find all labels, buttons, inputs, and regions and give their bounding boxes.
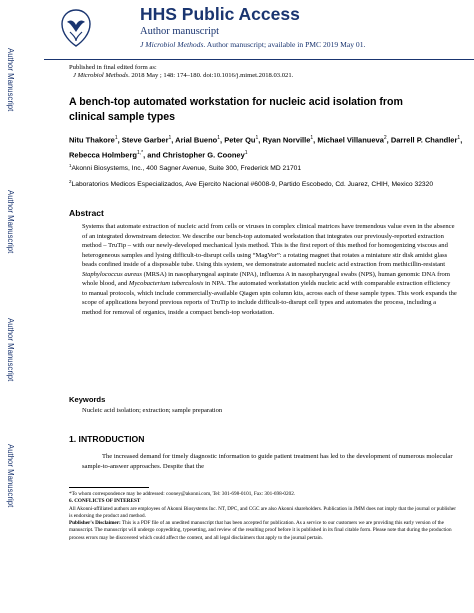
author-name: Darrell P. Chandler: [390, 135, 458, 145]
side-label-author-manuscript: Author Manuscript: [6, 318, 15, 382]
keywords-heading: Keywords: [69, 395, 106, 404]
paper-title: A bench-top automated workstation for nucleic acid isolation from clinical sample types: [69, 96, 403, 123]
author-separator: ,: [258, 135, 263, 145]
conflicts-heading: 6. CONFLICTS OF INTEREST: [69, 498, 141, 505]
author-name: Christopher G. Cooney: [162, 150, 245, 159]
published-citation: [73, 72, 293, 79]
corresponding-author-note: *To whom correspondence may be addressed: cooney@akonni.com, Tel: 301-698-0101, Fax: 301-698-0202.: [69, 491, 296, 497]
author-separator: ,: [313, 135, 318, 145]
affiliation-marker: 1: [69, 163, 72, 168]
author-separator: , and: [143, 150, 163, 159]
keywords-text: Nucleic acid isolation; extraction; sample preparation: [82, 407, 223, 414]
header-divider: [44, 59, 474, 60]
affiliation-text: Akonni Biosystems, Inc., 400 Sagner Avenue, Suite 300, Frederick MD 21701: [71, 165, 302, 173]
author-affiliation-marker: 1: [457, 135, 461, 141]
publisher-disclaimer: [69, 520, 459, 542]
author-list: [69, 132, 464, 161]
affiliation-marker: 2: [69, 179, 72, 184]
author-name: Nitu Thakore: [69, 135, 115, 145]
author-name: Michael Villanueva: [317, 135, 384, 145]
citation-journal: J Microbiol Methods: [140, 40, 204, 49]
abstract-body: Systems that automate extraction of nucleic acid from cells or viruses in complex clinical matrices have tremendous value even in the absence of an integrated downstream detector. We describe our bench-top automated workstation that integrates our previously-reported extraction method – TruTip – with our newly-developed mechanical lysis method. This is the first report of this method for homogenizing viscous and heterogeneous samples and lysing difficult-to-disrupt cells using “MagVor”: a rotating magnet that rotates a miniature stir disk amidst glass beads confined inside of a disposable tube. Using this system, we demonstrate automated nucleic acid extraction from methicillin-resistant Staphylococcus aureus (MRSA) in nasopharyngeal aspirate (NPA), influenza A in nasopharyngeal swabs (NPS), human genomic DNA from whole blood, and Mycobacterium tuberculosis in NPA. The automated workstation yields nucleic acid with comparable extraction efficiency to manual protocols, which include commercially-available Qiagen spin column kits, across each of these sample types. This work expands the scope of applications beyond previous reports of TruTip to include difficult-to-disrupt cell types and automates the process, including a method for removal of organics, inside a compact bench-top workstation.: [82, 223, 457, 316]
author-affiliation-marker: 1: [168, 135, 172, 141]
introduction-text: The increased demand for timely diagnostic information to guide patient treatment has led to the development of numerous molecular sample-to-answer approaches. Despite that the: [82, 453, 453, 470]
footnote-divider: [69, 487, 149, 488]
side-label-author-manuscript: Author Manuscript: [6, 444, 15, 508]
published-journal: J Microbiol Methods: [73, 72, 129, 79]
published-details: . 2018 May ; 148: 174–180. doi:10.1016/j.mimet.2018.03.021.: [128, 72, 294, 79]
published-in-label: Published in final edited form as:: [69, 64, 157, 71]
abstract-heading: Abstract: [69, 208, 104, 218]
side-label-author-manuscript: Author Manuscript: [6, 48, 15, 112]
author-affiliation-marker: 1: [255, 135, 259, 141]
affiliation-text: Laboratorios Medicos Especializados, Ave Ejercito Nacional #6008-9, Partido Escobedo, Cd. Juarez, CHIH, Mexico 32320: [71, 181, 434, 189]
author-name: Steve Garber: [121, 135, 169, 145]
citation-details: . Author manuscript; available in PMC 2019 May 01.: [203, 40, 366, 49]
author-manuscript-subtitle: Author manuscript: [140, 26, 220, 37]
author-name: Arial Bueno: [175, 135, 218, 145]
author-name: Rebecca Holmberg: [69, 150, 137, 159]
disclaimer-text: This is a PDF file of an unedited manuscript that has been accepted for publication. As a service to our customers we are providing this early version of the manuscript. The manuscript will undergo copyediting, typesetting, and review of the resulting proof before it is published in its final citable form. Please note that during the production process errors may be discovered which could affect the content, and all legal disclaimers that apply to the journal pertain.: [69, 520, 452, 541]
side-label-author-manuscript: Author Manuscript: [6, 190, 15, 254]
author-affiliation-marker: 1: [217, 135, 221, 141]
author-separator: ,: [460, 135, 463, 145]
hhs-header: [44, 0, 474, 63]
footnotes: [69, 491, 459, 542]
author-separator: ,: [386, 135, 391, 145]
hhs-public-access-title: HHS Public Access: [140, 4, 300, 24]
affiliation-2: [69, 177, 459, 190]
hhs-eagle-logo-icon: [58, 8, 94, 48]
author-separator: ,: [220, 135, 225, 145]
author-affiliation-marker: 1,*: [136, 149, 144, 156]
manuscript-citation: [140, 40, 365, 49]
author-affiliation-marker: 1: [244, 149, 248, 156]
author-name: Peter Qu: [224, 135, 256, 145]
author-affiliation-marker: 1: [114, 135, 118, 141]
author-affiliation-marker: 1: [310, 135, 314, 141]
introduction-heading: 1. INTRODUCTION: [69, 434, 145, 444]
author-affiliation-marker: 2: [383, 135, 387, 141]
author-separator: ,: [171, 135, 176, 145]
author-name: Ryan Norville: [262, 135, 311, 145]
author-separator: ,: [117, 135, 122, 145]
conflicts-text: All Akonni-affiliated authors are employees of Akonni Biosystems Inc. NT, DPC, and CGC are also Akonni shareholders. Publication in JMM does not imply that the journal or publisher is endorsing the product and method.: [69, 505, 456, 519]
disclaimer-label: Publisher's Disclaimer:: [69, 520, 121, 526]
affiliation-1: [69, 161, 459, 174]
